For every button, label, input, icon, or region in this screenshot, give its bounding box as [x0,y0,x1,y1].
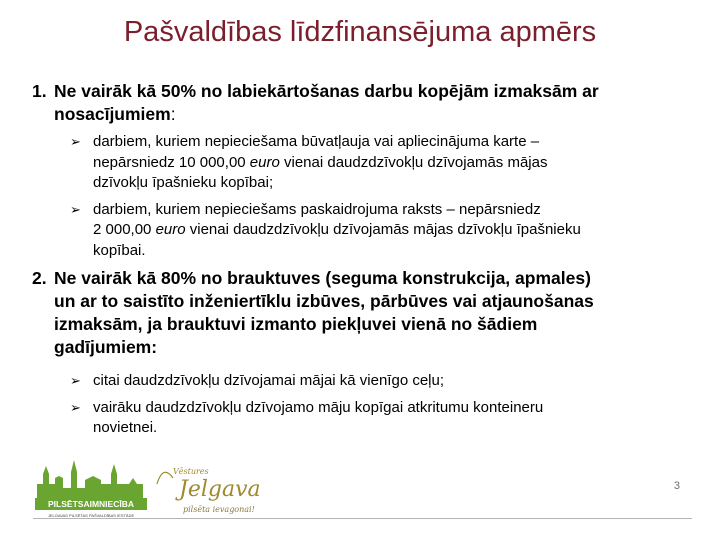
sub-text: darbiem, kuriem nepieciešama būvatļauja vai apliecinājuma karte – [93,133,540,150]
content-body [32,80,692,445]
logo-graphics [33,454,283,524]
arrow-bullet-icon: ➢ [70,399,81,415]
item-number: 2. [32,268,47,288]
item-text: : [170,104,176,124]
arrow-bullet-icon: ➢ [70,134,81,149]
slide-title: Pašvaldības līdzfinansējuma apmērs [123,16,597,48]
logo-small-text: Vēstures [173,467,209,476]
logo-brand-text: PILSĒTSAIMNIECĪBA [48,499,134,509]
sub-text: citai daudzdzīvokļu dzīvojamai mājai kā vienīgo ceļu; [93,372,445,389]
item-text: Ne vairāk kā 80% no brauktuves (seguma konstrukcija, apmales) [54,268,591,288]
logo-brand-script: Jelgava [179,477,261,502]
sub-text: kopībai. [93,241,146,259]
sub-item [32,371,692,392]
list-item-2 [32,267,692,439]
item-text: Ne vairāk kā 50% no labiekārtošanas darbu kopējām izmaksām ar [54,81,599,101]
sub-text: darbiem, kuriem nepieciešams paskaidrojuma raksts – nepārsniedz [93,200,541,218]
item-text: nosacījumiem [54,104,171,124]
pilsetsaimnieciba-logo [35,460,147,518]
sub-text: 2 000,00 [93,221,156,238]
sub-item [32,200,692,262]
sub-text: nepārsniedz 10 000,00 [93,153,250,171]
sub-text-italic: euro [249,153,280,171]
sub-list [32,132,692,261]
jelgava-logo [157,467,261,514]
arrow-bullet-icon: ➢ [70,201,81,217]
logo-tagline: pilsēta ievagonai! [183,505,255,514]
sub-text: vairāku daudzdzīvokļu dzīvojamo māju kopīgai atkritumu konteineru [93,398,544,416]
list-item-1 [32,80,692,261]
sub-list [32,371,692,439]
page-number: 3 [673,480,680,492]
sub-text: vienai daudzdzīvokļu dzīvojamās mājas dzīvokļu īpašnieku [185,221,581,238]
sub-item [32,398,692,439]
sub-text: novietnei. [93,419,158,436]
item-text: un ar to saistīto inženiertīklu izbūves, pārbūves vai atjaunošanas [54,291,594,311]
sub-item [32,132,692,194]
item-number: 1. [32,81,47,101]
logo-sub-text: JELGAVAS PILSĒTAS PAŠVALDĪBAS IESTĀDE [47,513,135,518]
logos [33,454,283,524]
sub-text: vienai daudzdzīvokļu dzīvojamās mājas [279,153,548,171]
item-text: izmaksām, ja brauktuvi izmanto piekļuvei vienā no šādiem [54,314,538,334]
sub-text: dzīvokļu īpašnieku kopībai; [93,174,274,191]
item-text: gadījumiem: [54,337,158,357]
arrow-bullet-icon: ➢ [70,373,81,388]
footer-divider [33,518,692,519]
sub-text-italic: euro [155,221,186,238]
